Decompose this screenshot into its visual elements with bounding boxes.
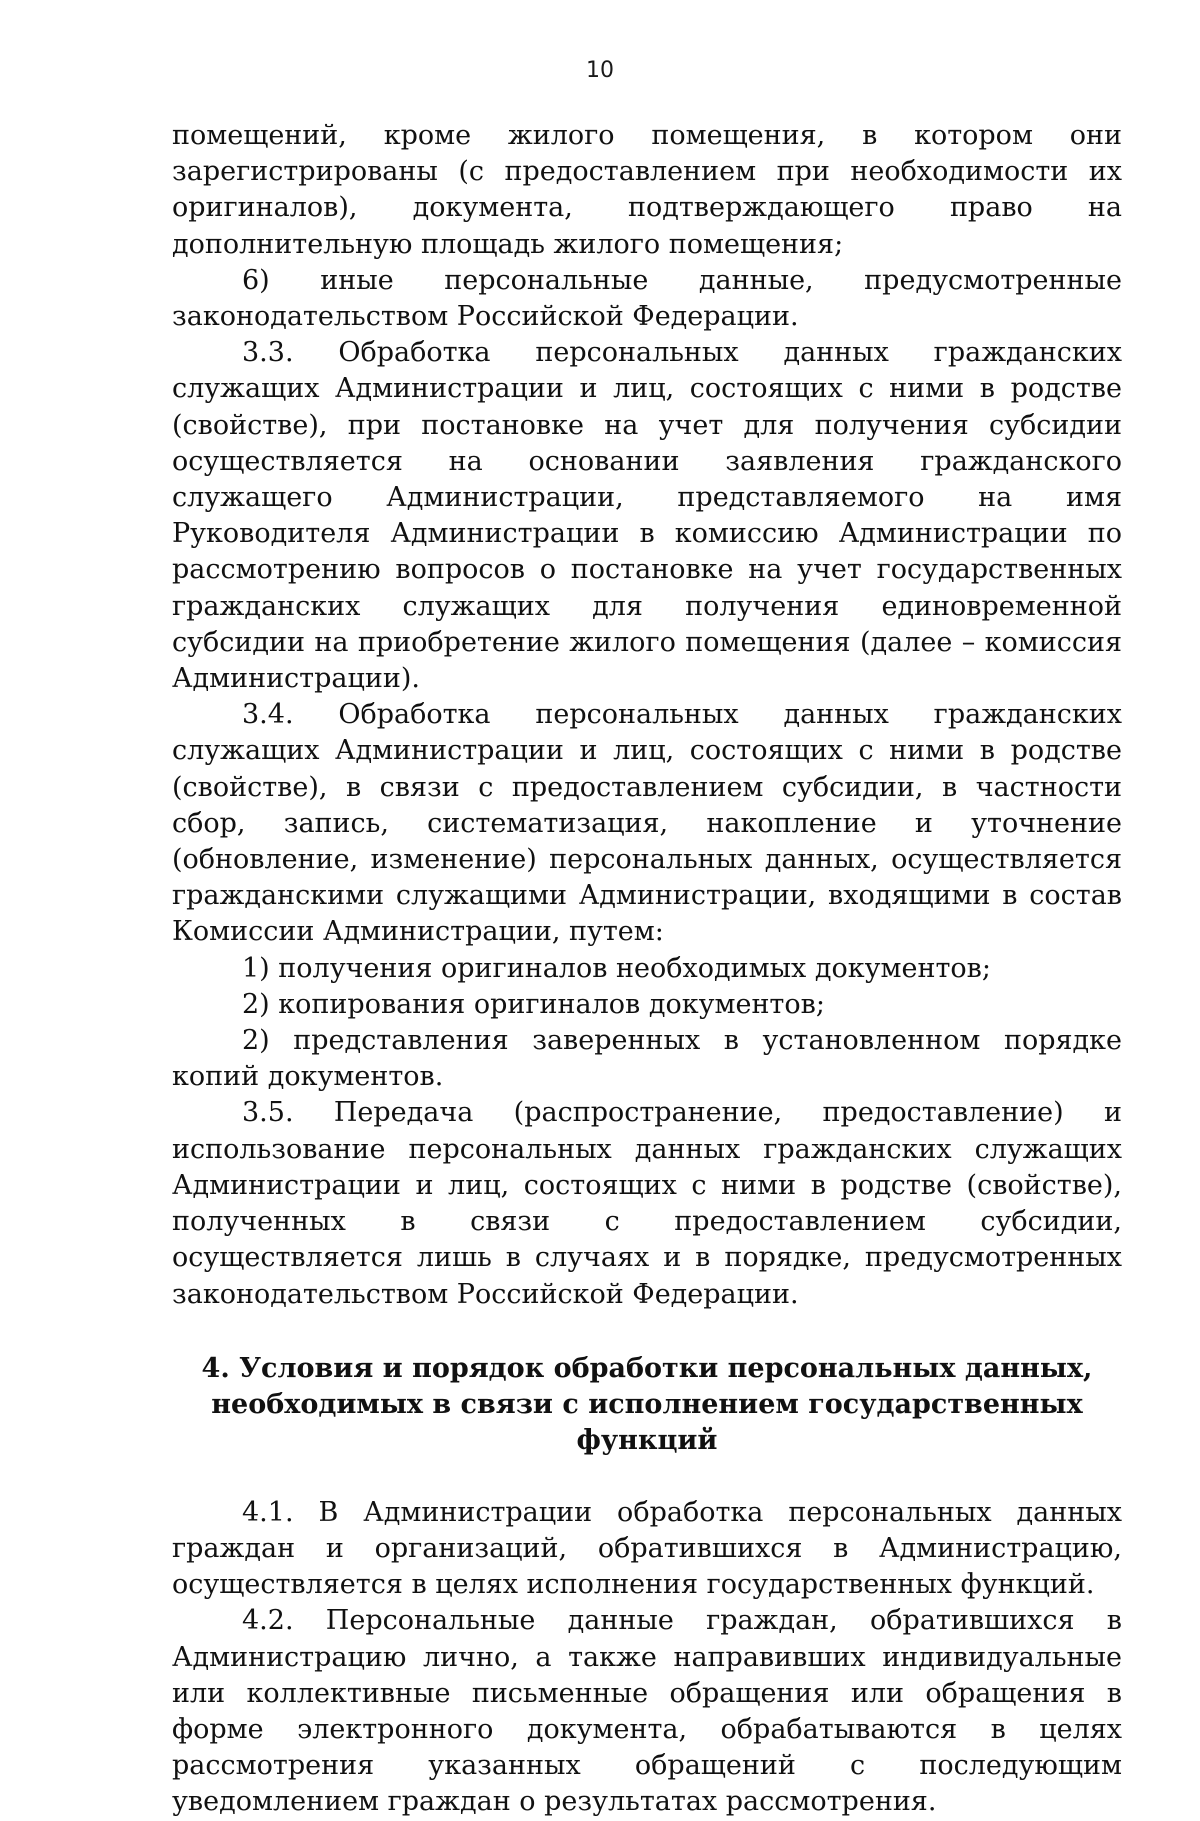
list-item-1: 1) получения оригиналов необходимых документов; bbox=[242, 952, 991, 984]
section-heading-line-2: необходимых в связи с исполнением государственных функций bbox=[211, 1388, 1083, 1456]
section-heading-4 bbox=[172, 1351, 1122, 1459]
paragraph-item-6: 6) иные персональные данные, предусмотренные законодательством Российской Федерации. bbox=[172, 264, 1122, 333]
paragraph-continuation: помещений, кроме жилого помещения, в котором они зарегистрированы (с предоставлением при необходимости их оригиналов), документа, подтверждающего право на дополнительную площадь жилого помещения; bbox=[172, 120, 1122, 260]
paragraph-3-4: 3.4. Обработка персональных данных гражданских служащих Администрации и лиц, состоящих с ними в родстве (свойстве), в связи с предоставлением субсидии, в частности сбор, запись, систематизация, накопление и уточнение (обновление, изменение) персональных данных, осуществляется гражданскими служащими Администрации, входящими в состав Комиссии Администрации, путем: bbox=[172, 699, 1122, 948]
paragraph-3-3: 3.3. Обработка персональных данных гражданских служащих Администрации и лиц, состоящих с ними в родстве (свойстве), при постановке на учет для получения субсидии осуществляется на основании заявления гражданского служащего Администрации, представляемого на имя Руководителя Администрации в комиссию Администрации по рассмотрению вопросов о постановке на учет государственных гражданских служащих для получения единовременной субсидии на приобретение жилого помещения (далее – комиссия Администрации). bbox=[172, 337, 1122, 695]
paragraph-4-2: 4.2. Персональные данные граждан, обратившихся в Администрацию лично, а также направивших индивидуальные или коллективные письменные обращения или обращения в форме электронного документа, обрабатываются в целях рассмотрения указанных обращений с последующим уведомлением граждан о результатах рассмотрения. bbox=[172, 1605, 1122, 1818]
section-heading-line-1: 4. Условия и порядок обработки персональных данных, bbox=[201, 1352, 1093, 1384]
list-item-2: 2) копирования оригиналов документов; bbox=[242, 988, 825, 1020]
paragraph-4-1: 4.1. В Администрации обработка персональных данных граждан и организаций, обратившихся в Администрацию, осуществляется в целях исполнения государственных функций. bbox=[172, 1496, 1122, 1601]
document-body bbox=[172, 118, 1122, 1821]
page-number: 10 bbox=[586, 58, 614, 83]
list-item-2b: 2) представления заверенных в установленном порядке копий документов. bbox=[172, 1025, 1122, 1093]
paragraph-3-5: 3.5. Передача (распространение, предоставление) и использование персональных данных гражданских служащих Администрации и лиц, состоящих с ними в родстве (свойстве), полученных в связи с предоставлением субсидии, осуществляется лишь в случаях и в порядке, предусмотренных законодательством Российской Федерации. bbox=[172, 1097, 1122, 1310]
